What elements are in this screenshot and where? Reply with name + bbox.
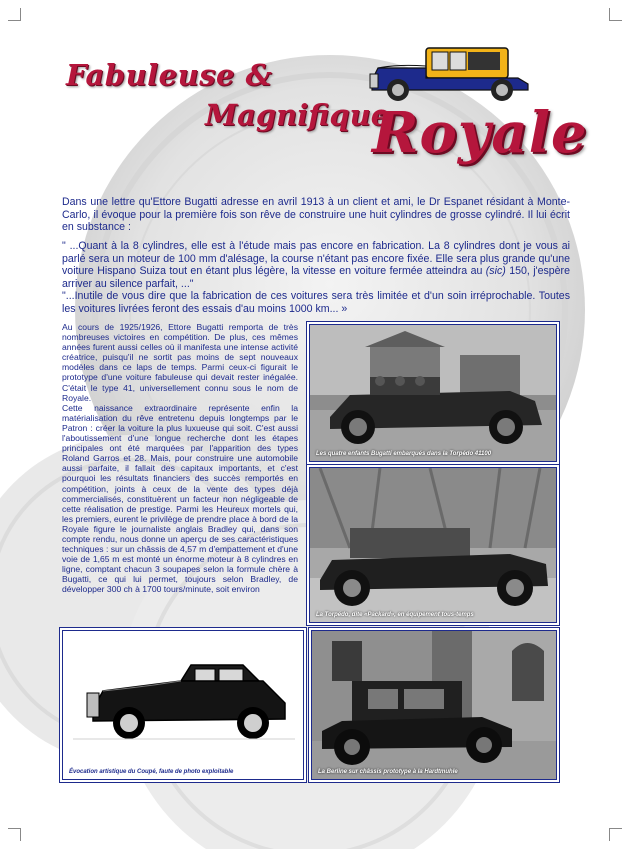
title-line-1: Fabuleuse &	[66, 58, 273, 92]
quote-part-2: 150, j'espère arriver au silence parfait, ..."	[62, 265, 570, 290]
quote-sic: (sic)	[485, 265, 506, 278]
caption-photo-4: La Berline sur châssis prototype à la Hardtmuhle	[318, 769, 458, 775]
photo-torpedo-packard	[309, 467, 557, 623]
body-column	[62, 322, 298, 595]
photo-coupe-drawing	[62, 630, 304, 780]
photo-torpedo-children	[309, 324, 557, 462]
body-paragraph-2: Cette naissance extraordinaire représente enfin la matérialisation du rêve entretenu depuis longtemps par le Patron : créer la voiture la plus luxueuse qui soit. C'est aussi l'aboutissement d'une longue recherche dont les étapes principales ont été marquées par l'apparition des types Roland Garros et 28. Mais, pour construire une automobile aussi parfaite, il fallait des capitaux importants, et c'est pourquoi les résultats financiers des succès remportés en compétition, joints à ceux de la vente des types déjà commercialisés, constituèrent un facteur non négligeable de cette réalisation de prestige. Parmi les Heureux mortels qui, les premiers, eurent le privilège de prendre place à bord de la Royale figure le journaliste anglais Bradley qui, dans son compte rendu, nous donne un aperçu de ses caractéristiques techniques : sur un châssis de 4,57 m d'empattement et d'une voie de 1,65 m est monté un énorme moteur à 8 cylindres en ligne, comptant chacun 3 soupapes selon la formule chère à Bugatti, ce qui lui permet, toujours selon Bradley, de développer 300 ch à 1700 tours/minute, soit environ	[62, 402, 298, 595]
caption-photo-2: La Torpédo, dite «Packard», en équipement tous-temps	[316, 612, 474, 618]
intro-text: Dans une lettre qu'Ettore Bugatti adresse en avril 1913 à un client et ami, le Dr Espanet résidant à Monte-Carlo, il évoque pour la première fois son rêve de construire une huit cylindres de grosse cylindré. Il lui écrit en substance :	[62, 196, 570, 234]
quote-block	[62, 240, 570, 316]
quote-paragraph-2: "...Inutile de vous dire que la fabrication de ces voitures sera très limitée et d'un soin irréprochable. Toutes les voitures livrées feront des essais d'au moins 1000 km... »	[62, 290, 570, 315]
quote-part-1: " ...Quant à la 8 cylindres, elle est à l'étude mais pas encore en fabrication. La 8 cylindres dont je vous ai parlé sera un moteur de 100 mm d'alésage, la course n'étant pas encore fixée. Elle sera plus grande qu'une voiture Hispano Suiza tout en étant plus légère, la vitesse en voiture fermée atteindra au	[62, 240, 570, 278]
quote-paragraph-1	[62, 240, 570, 290]
royale-car-illustration	[368, 38, 538, 104]
caption-photo-1: Les quatre enfants Bugatti embarqués dans la Torpédo 41100	[316, 451, 492, 457]
title-line-2: Magnifique	[205, 98, 390, 132]
caption-photo-3: Évocation artistique du Coupé, faute de photo exploitable	[69, 769, 234, 775]
intro-paragraph	[62, 196, 570, 240]
body-paragraph-1: Au cours de 1925/1926, Ettore Bugatti remporta de très nombreuses victoires en compétition. De plus, ces mêmes années furent aussi celles où il manifesta une intense activité créatrice, puisqu'il ne sortit pas moins de sept nouveaux modèles dans ce laps de temps. Parmi ceux-ci figurait le prototype d'une voiture fabuleuse qui devait rester inégalée. C'était le type 41, universellement connu sous le nom de Royale.	[62, 322, 298, 403]
photo-berline-prototype	[311, 630, 557, 780]
photo-berline-prototype-image	[312, 631, 556, 779]
photo-coupe-drawing-image	[63, 631, 303, 779]
photo-torpedo-children-image	[310, 325, 556, 461]
title-royale: Royale	[372, 100, 588, 166]
photo-torpedo-packard-image	[310, 468, 556, 622]
